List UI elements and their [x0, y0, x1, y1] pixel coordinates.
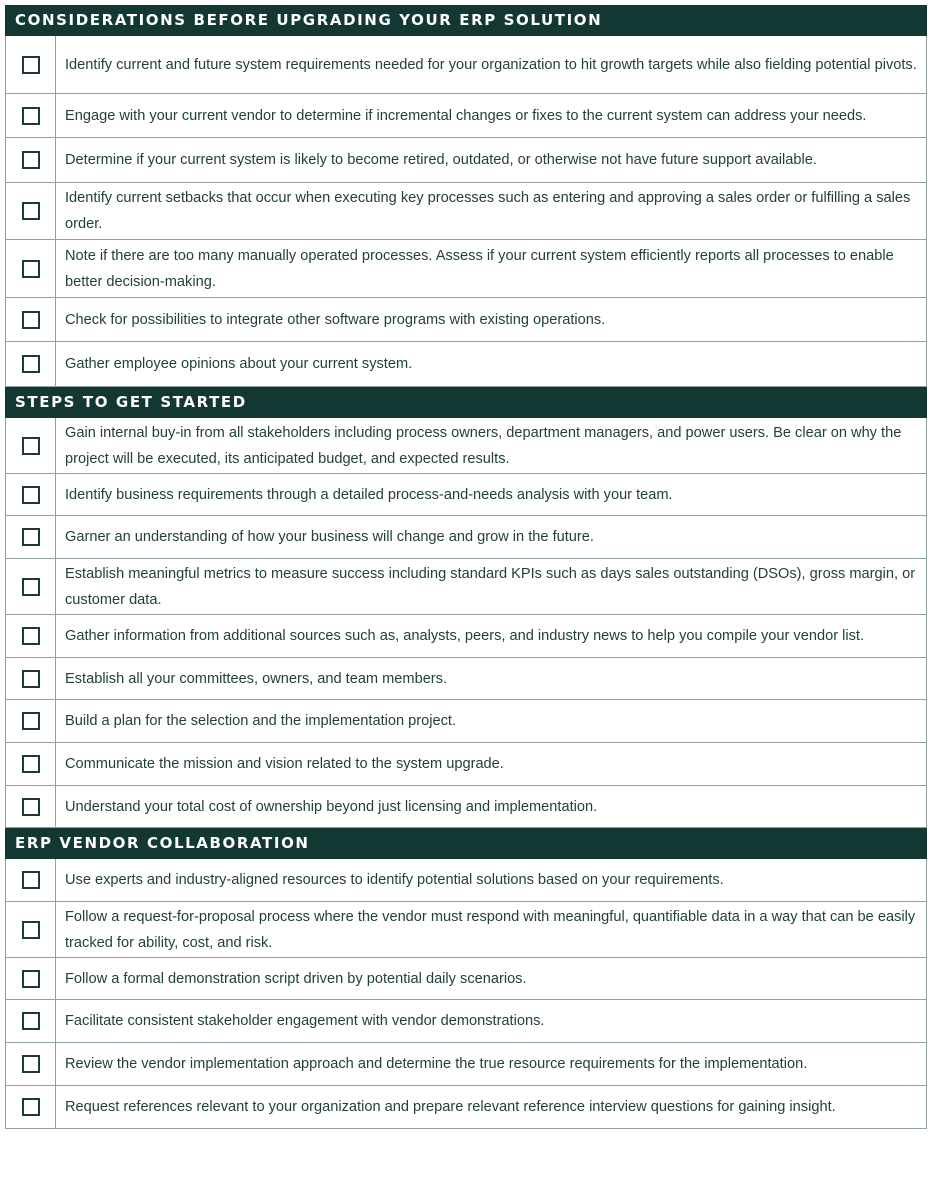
checklist-row: [5, 743, 927, 786]
section-getting-started: [5, 387, 927, 828]
checkbox[interactable]: [22, 1098, 40, 1116]
checklist-row: [5, 700, 927, 743]
checklist-row: [5, 36, 927, 94]
checklist-row: [5, 786, 927, 828]
checklist-row: [5, 342, 927, 387]
checkbox[interactable]: [22, 712, 40, 730]
checkbox[interactable]: [22, 107, 40, 125]
item-text: Determine if your current system is likely to become retired, outdated, or otherwise not have future support available.: [65, 152, 817, 168]
checklist-row: [5, 474, 927, 516]
item-text: Identify current and future system requirements needed for your organization to hit growth targets while also fielding potential pivots.: [65, 56, 917, 73]
item-text: Gather information from additional sources such as, analysts, peers, and industry news to help you compile your vendor list.: [65, 628, 865, 644]
item-text: Review the vendor implementation approach and determine the true resource requirements for the implementation.: [65, 1056, 808, 1072]
checkbox[interactable]: [22, 578, 40, 596]
checklist-row: [5, 859, 927, 902]
checkbox[interactable]: [22, 755, 40, 773]
item-text: Note if there are too many manually operated processes. Assess if your current system efficiently reports all processes to enable better decision-making.: [65, 247, 894, 290]
item-text: Identify current setbacks that occur when executing key processes such as entering and approving a sales order or fulfilling a sales order.: [65, 190, 911, 232]
checklist-row: [5, 298, 927, 342]
item-text: Check for possibilities to integrate other software programs with existing operations.: [65, 311, 606, 328]
item-text: Build a plan for the selection and the implementation project.: [65, 713, 457, 729]
checkbox[interactable]: [22, 486, 40, 504]
checkbox[interactable]: [22, 56, 40, 74]
section-title: ERP VENDOR COLLABORATION: [5, 828, 927, 859]
section-vendor-collaboration: [5, 828, 927, 1129]
checklist-row: [5, 183, 927, 240]
checkbox[interactable]: [22, 798, 40, 816]
checklist-row: [5, 1043, 927, 1086]
checklist-row: [5, 902, 927, 958]
checkbox[interactable]: [22, 627, 40, 645]
checkbox[interactable]: [22, 355, 40, 373]
item-text: Follow a request-for-proposal process where the vendor must respond with meaningful, quantifiable data in a way that can be easily tracked for ability, cost, and risk.: [65, 908, 916, 951]
item-text: Engage with your current vendor to determine if incremental changes or fixes to the current system can address your needs.: [65, 107, 867, 124]
checkbox[interactable]: [22, 871, 40, 889]
checklist-row: [5, 1086, 927, 1129]
erp-checklist: [5, 5, 927, 1129]
section-title: STEPS TO GET STARTED: [5, 387, 927, 418]
checklist-row: [5, 94, 927, 138]
item-text: Use experts and industry-aligned resources to identify potential solutions based on your requirements.: [65, 872, 724, 888]
checkbox[interactable]: [22, 1055, 40, 1073]
checklist-row: [5, 418, 927, 474]
item-text: Understand your total cost of ownership beyond just licensing and implementation.: [65, 798, 598, 815]
section-title: CONSIDERATIONS BEFORE UPGRADING YOUR ERP SOLUTION: [5, 5, 927, 36]
checkbox[interactable]: [22, 260, 40, 278]
checkbox[interactable]: [22, 921, 40, 939]
checkbox[interactable]: [22, 151, 40, 169]
checkbox[interactable]: [22, 202, 40, 220]
checklist-row: [5, 516, 927, 559]
item-text: Gather employee opinions about your current system.: [65, 356, 413, 372]
checklist-row: [5, 1000, 927, 1043]
checklist-row: [5, 559, 927, 615]
checklist-row: [5, 615, 927, 658]
item-text: Identify business requirements through a detailed process-and-needs analysis with your team.: [65, 486, 673, 503]
section-considerations: [5, 5, 927, 387]
item-text: Communicate the mission and vision related to the system upgrade.: [65, 756, 504, 772]
checkbox[interactable]: [22, 1012, 40, 1030]
checklist-row: [5, 658, 927, 700]
checkbox[interactable]: [22, 670, 40, 688]
checklist-row: [5, 240, 927, 298]
checkbox[interactable]: [22, 970, 40, 988]
checklist-row: [5, 138, 927, 183]
item-text: Request references relevant to your organization and prepare relevant reference interview questions for gaining insight.: [65, 1099, 836, 1115]
item-text: Gain internal buy-in from all stakeholders including process owners, department managers, and power users. Be clear on why the project will be executed, its anticipated budget, and expected results.: [65, 424, 902, 467]
checkbox[interactable]: [22, 311, 40, 329]
item-text: Follow a formal demonstration script driven by potential daily scenarios.: [65, 970, 527, 987]
checkbox[interactable]: [22, 437, 40, 455]
checkbox[interactable]: [22, 528, 40, 546]
item-text: Establish meaningful metrics to measure success including standard KPIs such as days sales outstanding (DSOs), gross margin, or customer data.: [65, 565, 916, 608]
checklist-row: [5, 958, 927, 1000]
item-text: Garner an understanding of how your business will change and grow in the future.: [65, 529, 594, 545]
item-text: Facilitate consistent stakeholder engagement with vendor demonstrations.: [65, 1013, 545, 1029]
item-text: Establish all your committees, owners, and team members.: [65, 670, 448, 687]
